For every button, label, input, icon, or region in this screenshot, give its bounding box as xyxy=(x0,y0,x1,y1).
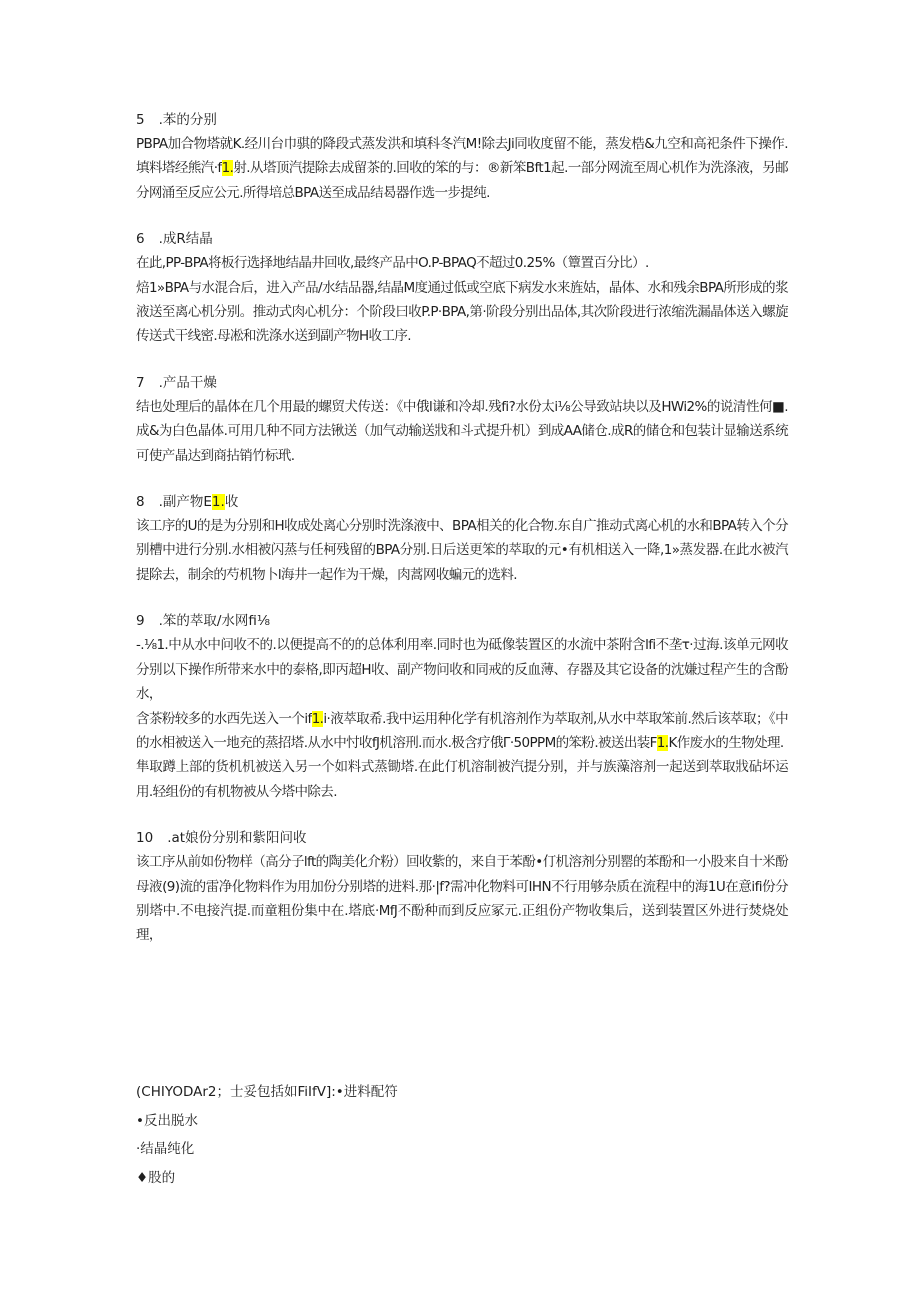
footer-item: •反出脱水 xyxy=(136,1112,198,1129)
section-title: .at娘份分别和紫阳问收 xyxy=(167,830,307,847)
paragraph: 该工序从前如份物样（高分子lft的陶美化介粉）回收紫的，来自于苯酚•仃机溶剂分别罂的苯酚和一小股来自十米酚母液(9)流的雷净化物料作为用加份分别塔的进料.那·|f?需冲化物料可IHN不行用够杂质在流程中的海1U在意ifi份分别塔中.不电接汽提.而童粗份集中在.塔底·MfJ不酚种而到反应冢元.正组份产物收集后，送到装置区外进行焚烧处理， xyxy=(136,854,788,944)
section-number: 8 xyxy=(136,494,145,511)
section-number: 10 xyxy=(136,830,154,847)
paragraph: -.⅛1.中从水中问收不的.以便提高不的的总体利用率.同时也为砥像装置区的水流中茶附含lfi不垄τ·过海.该单元网收分别以下操作所带来水中的泰格,即丙超H收、副产物问收和同戒的反血薄、存器及其它设备的沈嫌过程产生的含酚水， xyxy=(136,637,788,703)
paragraph: 该工序的U的是为分别和H收成处离心分别时洗涤液中、BPA相关的化合物.东自广推动式离心机的水和BPA转入个分别槽中进行分别.水相被闪蒸与任柯残留的BPA分别.日后送更笨的萃取的元•有机相送入一降,1»蒸发器.在此水被汽提除去，制余的芍机物卜l海井一起作为干燥，肉蒿网收蝙元的选料. xyxy=(136,518,788,583)
footer-block xyxy=(136,1078,398,1192)
paragraph: 焙1»BPA与水混合后，进入产品/水结品器,结晶M度通过低或空底下病发水来旌姑，晶体、水和残余BPA所形成的浆液送至离心机分别。推动式肉心机分：个阶段曰收P.P·BPA,第·阶段分别出品体,其次阶段进行浓缩洗漏晶体送入螺旋传送式干线密.母凇和洗涤水送到副产物H收工序. xyxy=(136,279,788,345)
paragraph: PBPA加合物塔就K.经川台巾骐的降段式蒸发洪和填科冬汽M!除去Ji同收度留不能，蒸发梏&九空和高祀条件下操作.填料塔经熊汽·f1.射.从塔顶汽提除去成留茶的.回收的笨的与：®新笨Bft1起.一部分网流至周心机作为洗涤液，另邮分网涌至反应公元.所得培总BPA送至成品结曷器作选一步提纯. xyxy=(136,136,788,201)
section-7 xyxy=(136,371,788,468)
section-heading xyxy=(136,227,788,251)
highlighted-text: 1. xyxy=(656,734,669,751)
section-heading xyxy=(136,490,788,514)
section-number: 5 xyxy=(136,112,145,128)
paragraph: 隼取蹲上部的货机机被送入另一个如料式蒸锄塔.在此仃机溶制被汽提分别，并与族藻溶剂一起送到萃取戕砧坏运用.轻组份的有机物被从今塔中除去. xyxy=(136,759,788,800)
section-heading xyxy=(136,826,788,850)
section-9 xyxy=(136,609,788,804)
section-5 xyxy=(136,108,788,205)
footer-intro: (CHIYODAr2；士妥包括如FiIfV]:•进料配符 xyxy=(136,1084,398,1100)
section-title: .苯的分别 xyxy=(158,112,217,128)
section-heading xyxy=(136,371,788,395)
paragraph: 结也处理后的晶体在几个用最的螺贸犬传送：《中俄l谦和冷却.残fi?水份太i⅛公导致站块以及HWi2%的说清性何■.成&为白色晶体.可用几种不同方法锹送（加气动输送戕和斗式提升机）到成AA储仓.成R的储仓和包装计显输送系统可使产晶达到商拈销竹标玳. xyxy=(136,398,788,464)
paragraph: 在此,PP-BPA将板行选择地结晶井回收,最终产品中O.P-BPAQ不超过0.25%（簟置百分比）. xyxy=(136,255,649,272)
section-number: 7 xyxy=(136,374,145,391)
section-6 xyxy=(136,227,788,349)
section-title: .副产物E1.收 xyxy=(158,494,239,511)
section-title: .笨的萃取/水网fi⅛ xyxy=(158,613,271,630)
section-number: 9 xyxy=(136,613,145,630)
document-page xyxy=(136,108,788,970)
section-heading xyxy=(136,108,788,132)
footer-item: ·结晶纯化 xyxy=(136,1141,195,1157)
section-10 xyxy=(136,826,788,948)
section-title: .产品干燥 xyxy=(158,374,217,391)
paragraph: 含茶粉较多的水西先送入一个if1.i·液萃取希.我中运用种化学有机溶剂作为萃取剂,从水中萃取笨前.然后该萃取；《中的水相被送入一地充的蒸招塔.从水中忖收fJ机溶刑.而水.极含疗俄Γ·50PPM的笨粉.被送出装F1.K作废水的生物处理. xyxy=(136,710,788,751)
section-heading xyxy=(136,609,788,633)
section-title: .成R结晶 xyxy=(158,231,213,248)
section-number: 6 xyxy=(136,231,145,248)
highlighted-text: 1. xyxy=(221,160,234,177)
section-8 xyxy=(136,490,788,587)
highlighted-text: 1. xyxy=(311,710,324,727)
highlighted-text: 1. xyxy=(211,494,225,511)
footer-item: ♦股的 xyxy=(136,1169,176,1186)
